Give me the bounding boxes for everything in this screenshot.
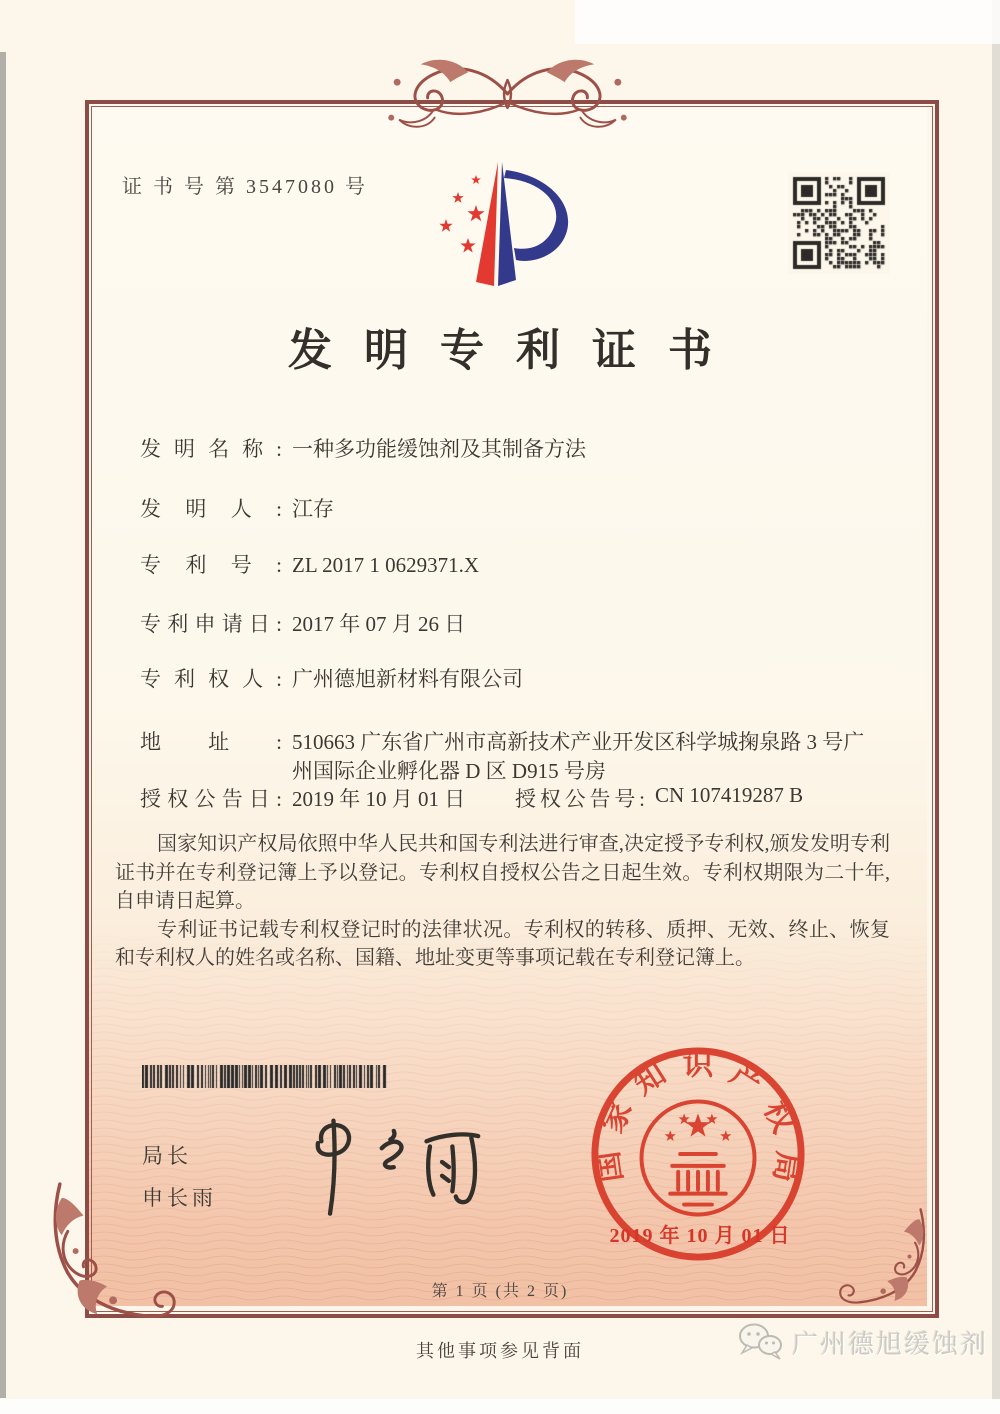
field-value: 广州德旭新材料有限公司: [292, 667, 523, 691]
top-center-ornament: [340, 52, 675, 132]
scan-edge-bottom: [0, 1399, 1000, 1414]
field-row-patentee: [140, 665, 523, 694]
barcode: [142, 1065, 387, 1088]
watermark-text: 广州德旭缓蚀剂: [792, 1329, 989, 1359]
field-label: 专利申请日:: [140, 612, 282, 636]
body-paragraph-2: 专利证书记载专利权登记时的法律状况。专利权的转移、质押、无效、终止、恢复和专利权人的姓名或名称、国籍、地址变更等事项记载在专利登记簿上。: [115, 918, 890, 969]
field-row-filing-date: [140, 610, 465, 639]
commissioner-name: 申长雨: [142, 1186, 217, 1210]
cnipa-patent-logo: [420, 158, 590, 288]
field-label: 专利权人:: [140, 667, 282, 691]
field-row-invention-name: [140, 435, 586, 464]
field-label: 发明名称:: [140, 437, 282, 461]
field-label: 发明人:: [140, 497, 282, 521]
logo-blue-wedge: [498, 162, 516, 286]
field-value: 510663 广东省广州市高新技术产业开发区科学城掬泉路 3 号广州国际企业孵化器 D 区 D915 号房: [292, 730, 865, 783]
field-row-address: [140, 728, 867, 786]
logo-star: [467, 205, 484, 221]
page-indicator: 第 1 页 (共 2 页): [431, 1283, 569, 1300]
field-value: 2019 年 10 月 01 日: [292, 787, 466, 811]
logo-red-wedge: [476, 162, 498, 286]
certificate-number: 证 书 号 第 3547080 号: [122, 176, 368, 198]
grant-date-row: [140, 783, 465, 813]
field-value: CN 107419287 B: [655, 783, 804, 807]
scan-edge-top: [575, 0, 1000, 44]
field-label: 授权公告日:: [140, 787, 282, 811]
field-value: 江存: [292, 497, 334, 521]
logo-star: [452, 192, 463, 203]
commissioner-signature: [288, 1112, 503, 1224]
commissioner-title: 局长: [142, 1144, 192, 1168]
seal-date: 2019 年 10 月 01 日: [609, 1225, 791, 1247]
body-paragraph-1: 国家知识产权局依照中华人民共和国专利法进行审查,决定授予专利权,颁发发明专利证书并在专利登记簿上予以登记。专利权自授权公告之日起生效。专利权期限为二十年,自申请日起算。: [115, 833, 890, 912]
seal-ring-text: 国家知识产权局: [590, 1047, 806, 1185]
scan-edge-left: [0, 52, 6, 1398]
logo-star: [471, 175, 481, 184]
logo-p-bowl: [504, 170, 568, 261]
certificate-title: 发明专利证书: [288, 326, 744, 375]
field-label: 专利号:: [140, 553, 282, 577]
logo-star: [439, 219, 452, 232]
wechat-watermark: [738, 1322, 988, 1362]
grant-number-row: [515, 783, 803, 813]
logo-star: [460, 238, 475, 253]
field-label: 授权公告号:: [515, 787, 645, 811]
field-label: 地址:: [140, 730, 282, 754]
field-row-patent-number: [140, 551, 479, 580]
field-value: ZL 2017 1 0629371.X: [292, 553, 480, 577]
field-value: 2017 年 07 月 26 日: [292, 612, 466, 636]
back-note: 其他事项参见背面: [416, 1341, 584, 1361]
field-value: 一种多功能缓蚀剂及其制备方法: [292, 437, 586, 461]
qr-code: [788, 172, 890, 274]
scan-edge-right: [992, 0, 1000, 1414]
legal-text: [115, 830, 890, 973]
national-emblem: [642, 1101, 755, 1214]
field-row-inventor: [140, 495, 334, 524]
wechat-icon: [738, 1322, 784, 1362]
